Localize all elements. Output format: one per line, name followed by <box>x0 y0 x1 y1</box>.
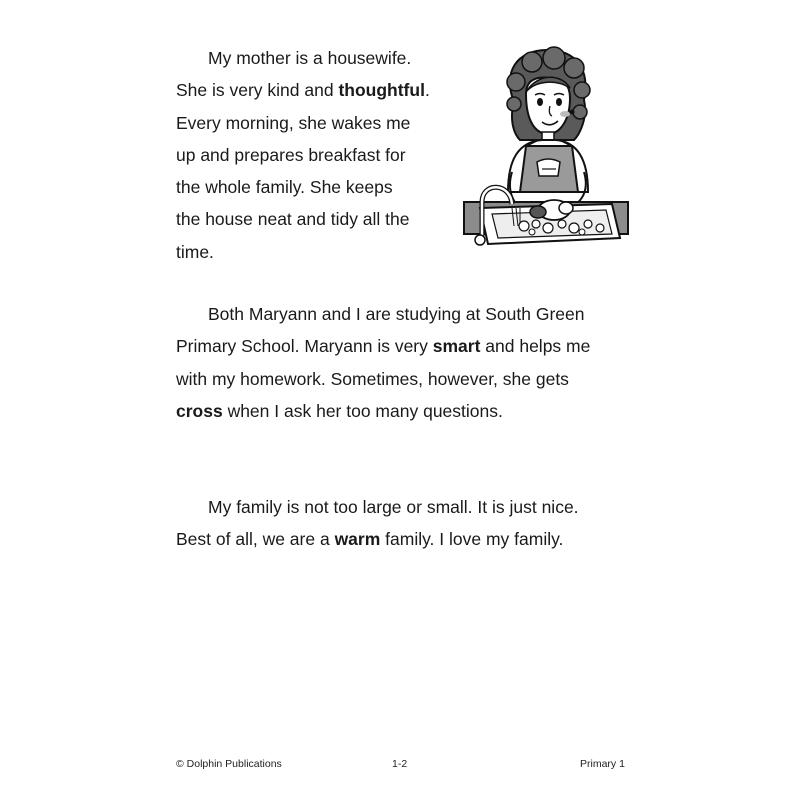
paragraph-line: up and prepares breakfast for <box>176 144 406 165</box>
mother-washing-dishes-illustration <box>462 42 630 254</box>
paragraph-maryann <box>176 298 590 427</box>
vocab-word-thoughtful: thoughtful <box>338 80 425 101</box>
paragraph-mother <box>176 42 430 268</box>
paragraph-line: Both Maryann and I are studying at South Green <box>208 304 585 324</box>
paragraph-line: cross when I ask her too many questions. <box>176 400 503 421</box>
footer-page-number: 1-2 <box>392 758 408 770</box>
paragraph-line: Best of all, we are a warm family. I love my family. <box>176 529 564 550</box>
paragraph-line: the house neat and tidy all the <box>176 209 410 230</box>
paragraph-line: She is very kind and thoughtful. <box>176 80 430 101</box>
paragraph-line: Every morning, she wakes me <box>176 112 411 133</box>
paragraph-line: My mother is a housewife. <box>208 48 412 68</box>
paragraph-family <box>176 491 579 556</box>
paragraph-line: the whole family. She keeps <box>176 177 393 198</box>
vocab-word-cross: cross <box>176 400 223 421</box>
paragraph-line: time. <box>176 241 214 262</box>
paragraph-line: My family is not too large or small. It is just nice. <box>208 497 579 517</box>
vocab-word-smart: smart <box>432 336 481 357</box>
footer-level: Primary 1 <box>580 758 625 770</box>
paragraph-line: with my homework. Sometimes, however, she gets <box>176 368 569 389</box>
vocab-word-warm: warm <box>334 529 381 550</box>
footer-publisher: © Dolphin Publications <box>176 758 282 770</box>
paragraph-line: Primary School. Maryann is very smart and helps me <box>176 336 591 357</box>
